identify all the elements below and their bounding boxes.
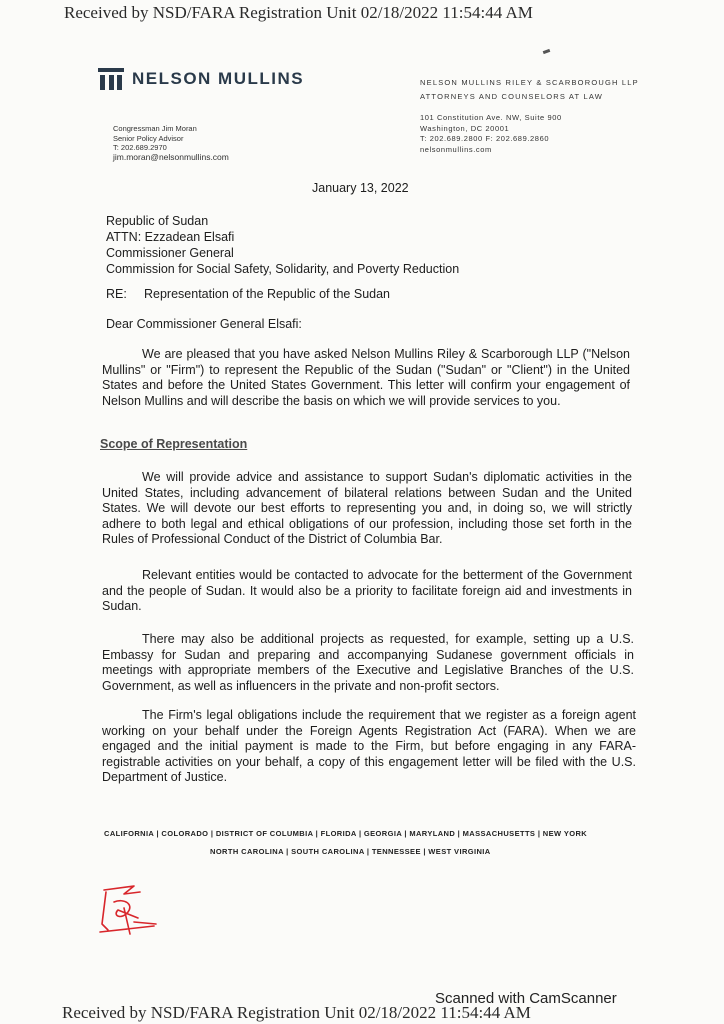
re-label: RE: xyxy=(106,287,127,301)
scope-paragraph-3: There may also be additional projects as requested, for example, setting up a U.S. Embassy for Sudan and preparing and accompanying Sudanese government officials in meetings with appropriate members of the Executive and Legislative Branches of the U.S. Government, as well as influencers in the private and non-profit sectors. xyxy=(102,632,634,693)
fara-received-stamp-bottom: Received by NSD/FARA Registration Unit 02/18/2022 11:54:44 AM xyxy=(62,1003,531,1022)
recipient-line4: Commission for Social Safety, Solidarity, and Poverty Reduction xyxy=(106,262,460,276)
scope-paragraph-2: Relevant entities would be contacted to advocate for the betterment of the Government and the people of Sudan. It would also be a priority to facilitate foreign aid and investments in Sudan. xyxy=(102,568,632,614)
firm-name: NELSON MULLINS RILEY & SCARBOROUGH LLP xyxy=(420,78,639,87)
sender-block xyxy=(113,124,333,162)
recipient-line2: ATTN: Ezzadean Elsafi xyxy=(106,230,235,244)
salutation: Dear Commissioner General Elsafi: xyxy=(106,317,302,331)
scope-paragraph-4: The Firm's legal obligations include the requirement that we register as a foreign agent working on your behalf under the Foreign Agents Registration Act (FARA). When we are engaged and the initial payment is made to the Firm, but before engaging in any FARA-registrable activities on your behalf, a copy of this engagement letter will be filed with the U.S. Department of Justice. xyxy=(102,708,636,785)
logo-mark-icon xyxy=(98,68,124,90)
fara-received-stamp-top: Received by NSD/FARA Registration Unit 02/18/2022 11:54:44 AM xyxy=(64,3,533,22)
office-locations-line2: NORTH CAROLINA | SOUTH CAROLINA | TENNESSEE | WEST VIRGINIA xyxy=(210,847,491,856)
sender-phone: T: 202.689.2970 xyxy=(113,143,167,152)
scan-mark xyxy=(543,49,551,54)
address-line2: Washington, DC 20001 xyxy=(420,123,510,133)
firm-logo xyxy=(98,68,304,90)
letter-date: January 13, 2022 xyxy=(312,181,409,195)
firm-address-block xyxy=(420,113,660,155)
scope-heading: Scope of Representation xyxy=(100,437,248,451)
handwritten-signature xyxy=(94,882,164,942)
recipient-block xyxy=(106,213,459,277)
re-subject: Representation of the Republic of the Sudan xyxy=(144,287,391,301)
sender-title: Senior Policy Advisor xyxy=(113,133,184,143)
intro-paragraph: We are pleased that you have asked Nelson Mullins Riley & Scarborough LLP ("Nelson Mullins" or "Firm") to represent the Republic of the Sudan ("Sudan" or "Client") in the United States and before the United States Government. This letter will confirm your engagement of Nelson Mullins and will describe the basis on which we will provide services to you. xyxy=(102,347,630,408)
recipient-line1: Republic of Sudan xyxy=(106,214,209,228)
firm-tagline: ATTORNEYS AND COUNSELORS AT LAW xyxy=(420,92,604,101)
recipient-line3: Commissioner General xyxy=(106,246,234,260)
address-web: nelsonmullins.com xyxy=(420,144,492,154)
address-line1: 101 Constitution Ave. NW, Suite 900 xyxy=(420,113,562,122)
sender-email: jim.moran@nelsonmullins.com xyxy=(113,151,229,162)
firm-name-block xyxy=(420,76,660,104)
address-phone: T: 202.689.2800 F: 202.689.2860 xyxy=(420,134,550,143)
logo-text: NELSON MULLINS xyxy=(132,69,305,88)
camscanner-watermark: Scanned with CamScanner xyxy=(435,990,617,1007)
scope-paragraph-1: We will provide advice and assistance to support Sudan's diplomatic activities in the United States, including advancement of bilateral relations between Sudan and the United States. We will devote our best efforts to representing you and, in doing so, we will strictly adhere to both legal and ethical obligations of our profession, including those set forth in the Rules of Professional Conduct of the District of Columbia Bar. xyxy=(102,470,632,547)
sender-name: Congressman Jim Moran xyxy=(113,124,197,133)
re-line xyxy=(106,287,390,301)
office-locations-line1: CALIFORNIA | COLORADO | DISTRICT OF COLUMBIA | FLORIDA | GEORGIA | MARYLAND | MASSACHUSETTS | NEW YORK xyxy=(104,829,588,838)
